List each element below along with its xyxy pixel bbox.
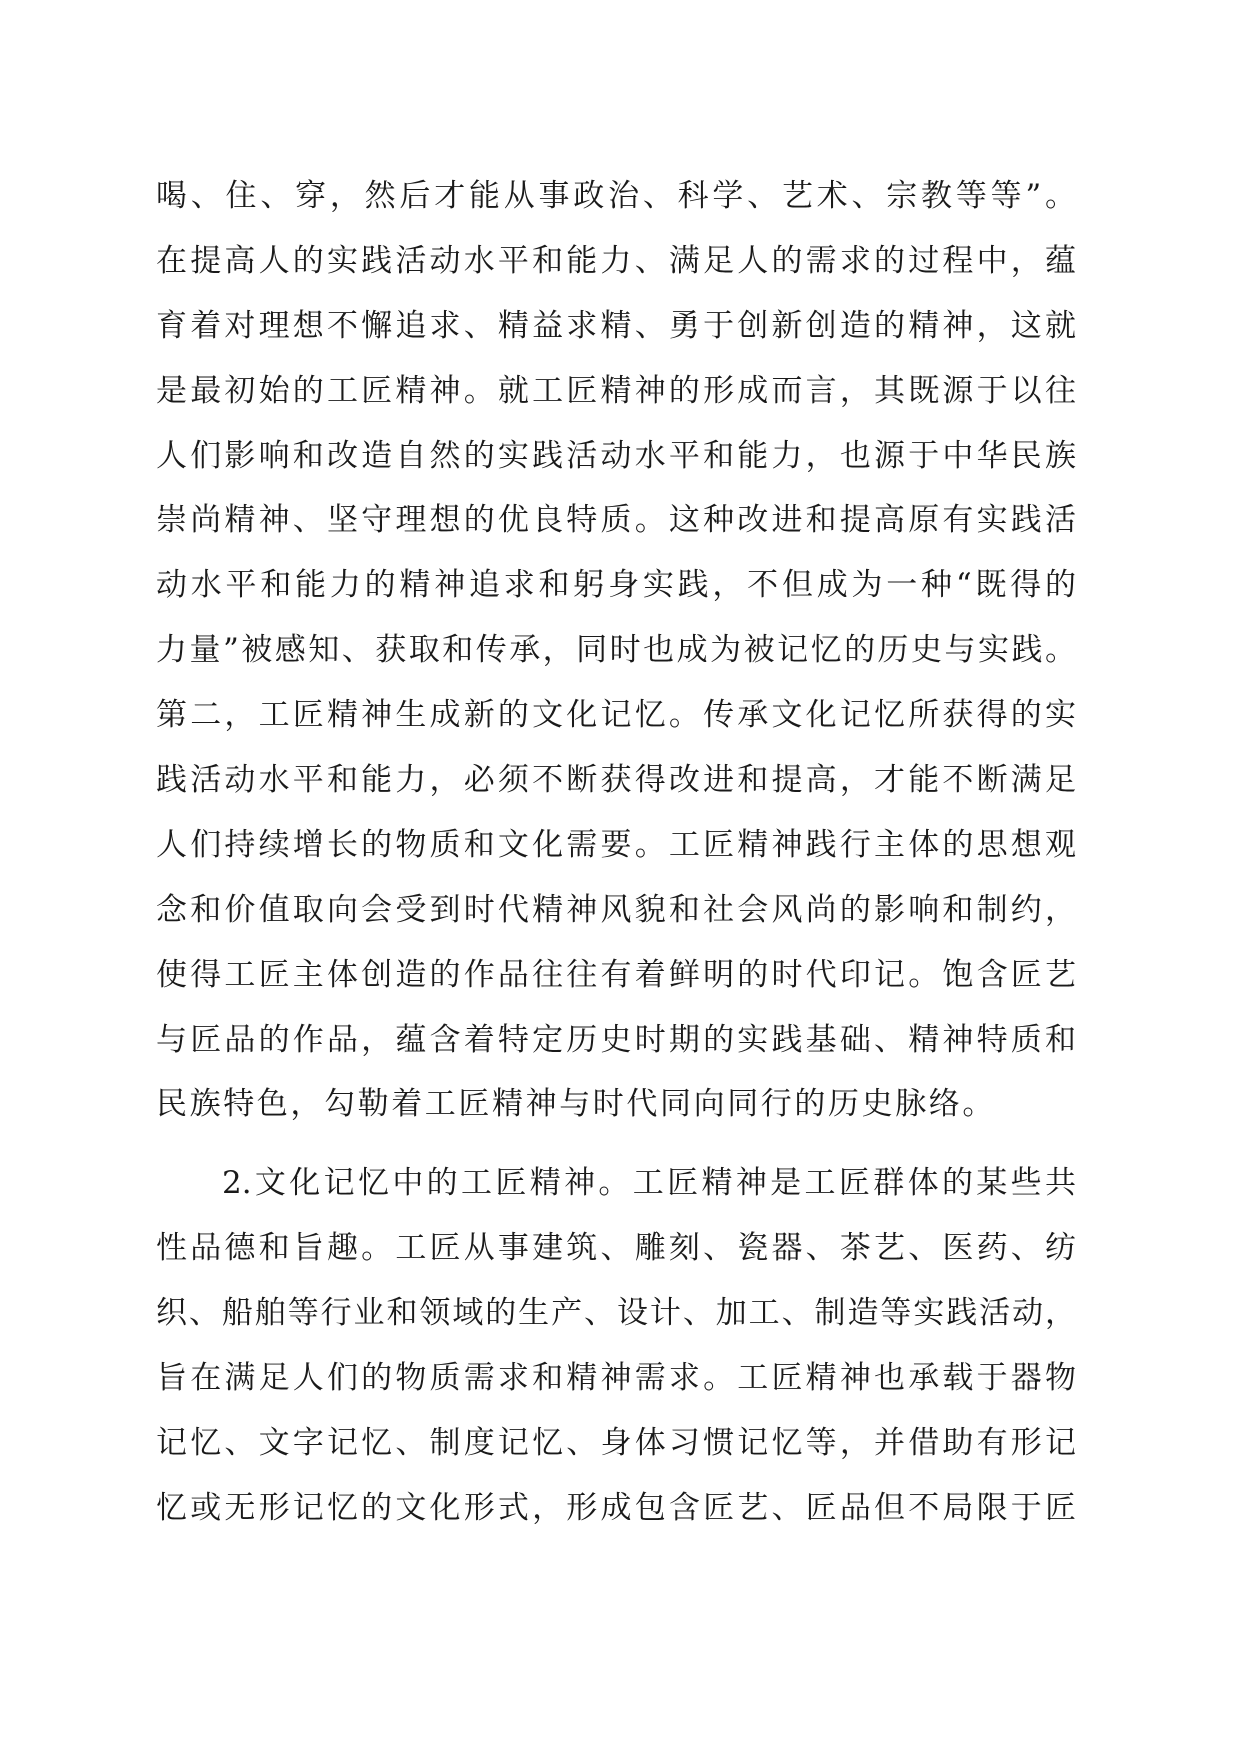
text-line: 2.文化记忆中的工匠精神。工匠精神是工匠群体的某些共: [222, 1165, 1076, 1202]
text-line: 旨在满足人们的物质需求和精神需求。工匠精神也承载于器物: [156, 1360, 1076, 1397]
text-line: 人们影响和改造自然的实践活动水平和能力，也源于中华民族: [156, 437, 1076, 474]
text-line: 力量”被感知、获取和传承，同时也成为被记忆的历史与实践。: [156, 632, 1076, 669]
text-line: 民族特色，勾勒着工匠精神与时代同向同行的历史脉络。: [156, 1086, 996, 1123]
text-line: 喝、住、穿，然后才能从事政治、科学、艺术、宗教等等”。: [156, 178, 1076, 214]
text-line: 织、船舶等行业和领域的生产、设计、加工、制造等实践活动，: [156, 1295, 1076, 1332]
text-line: 念和价值取向会受到时代精神风貌和社会风尚的影响和制约，: [156, 891, 1076, 928]
text-line: 育着对理想不懈追求、精益求精、勇于创新创造的精神，这就: [156, 307, 1076, 344]
paragraph-gap: [156, 1137, 1076, 1151]
text-line: 第二，工匠精神生成新的文化记忆。传承文化记忆所获得的实: [156, 697, 1076, 734]
text-line: 性品德和旨趣。工匠从事建筑、雕刻、瓷器、茶艺、医药、纺: [156, 1230, 1076, 1267]
text-line: 与匠品的作品，蕴含着特定历史时期的实践基础、精神特质和: [156, 1021, 1076, 1058]
paragraph-1: [156, 164, 1076, 1137]
text-line: 是最初始的工匠精神。就工匠精神的形成而言，其既源于以往: [156, 372, 1076, 409]
text-line: 使得工匠主体创造的作品往往有着鲜明的时代印记。饱含匠艺: [156, 956, 1076, 993]
text-line: 践活动水平和能力，必须不断获得改进和提高，才能不断满足: [156, 762, 1076, 799]
text-line: 在提高人的实践活动水平和能力、满足人的需求的过程中，蕴: [156, 242, 1076, 279]
text-line: 记忆、文字记忆、制度记忆、身体习惯记忆等，并借助有形记: [156, 1424, 1076, 1461]
text-line: 忆或无形记忆的文化形式，形成包含匠艺、匠品但不局限于匠: [156, 1489, 1076, 1526]
text-line: 人们持续增长的物质和文化需要。工匠精神践行主体的思想观: [156, 826, 1076, 863]
text-line: 动水平和能力的精神追求和躬身实践，不但成为一种“既得的: [156, 567, 1076, 604]
body-text: [156, 164, 1076, 1541]
text-line: 崇尚精神、坚守理想的优良特质。这种改进和提高原有实践活: [156, 502, 1076, 539]
paragraph-2: [156, 1151, 1076, 1540]
